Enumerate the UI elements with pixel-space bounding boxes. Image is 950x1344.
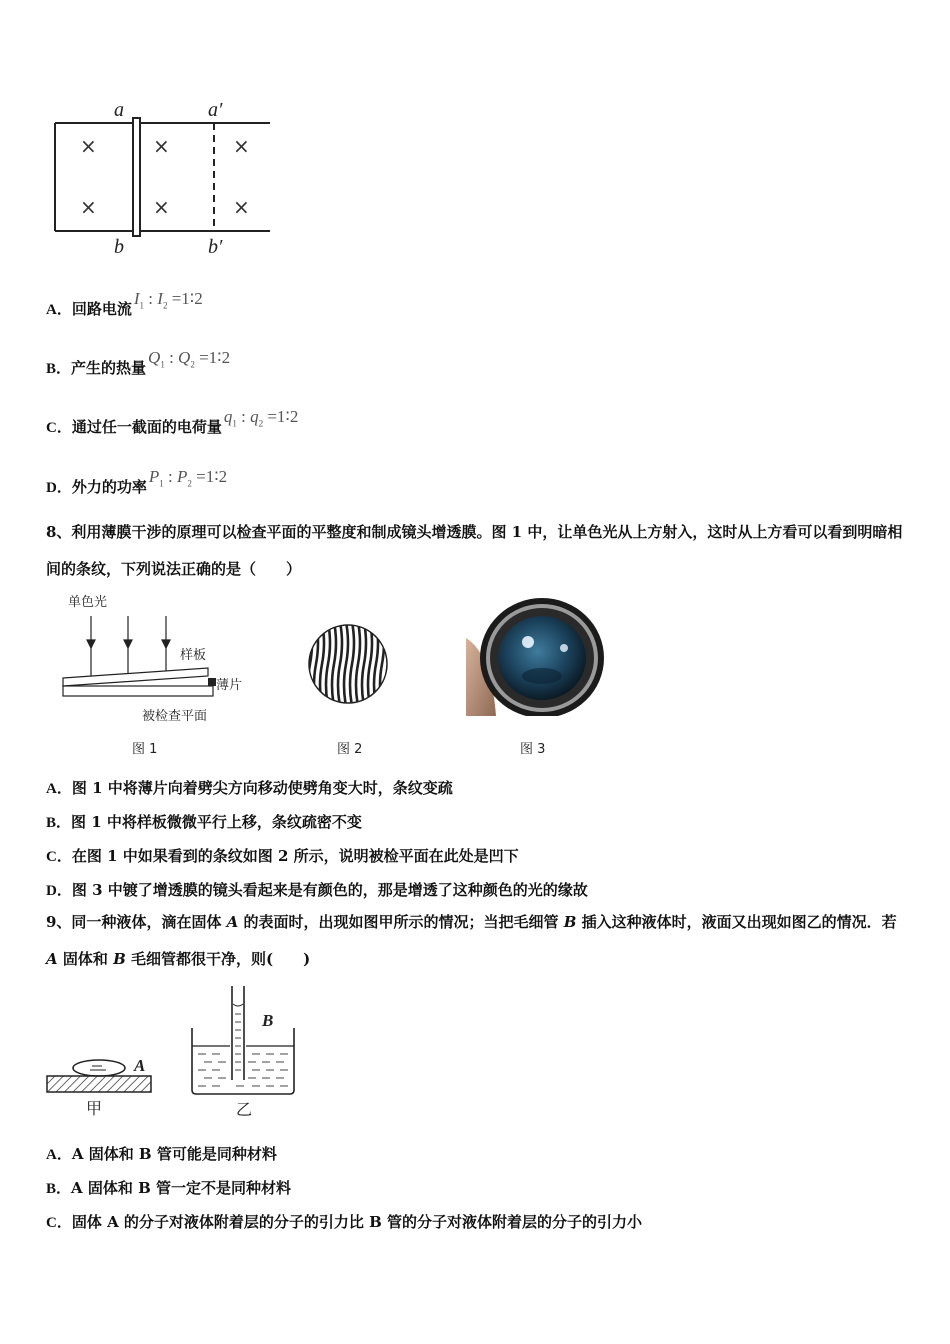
option-letter: A． (46, 1147, 72, 1163)
option-letter: D． (46, 883, 72, 899)
option-text: 产生的热量 (71, 359, 147, 377)
q7-option-d[interactable] (46, 467, 228, 498)
q9-figure-yi (186, 984, 301, 1120)
cross-mark: × (233, 195, 250, 219)
option-text: 通过任一截面的电荷量 (71, 418, 222, 436)
q8-option-b[interactable] (46, 811, 362, 832)
option-text: A 固体和 B 管一定不是同种材料 (71, 1179, 291, 1197)
formula: $P_1$ : $P_2$ =1∶2 (148, 467, 228, 489)
formula: $Q_1$ : $Q_2$ =1∶2 (148, 348, 231, 370)
magnetic-field-rail-figure (48, 96, 278, 261)
q8-stem: 8、利用薄膜干涉的原理可以检查平面的平整度和制成镜头增透膜。图 1 中，让单色光从上方射入，这时从上方看可以看到明暗相间的条纹，下列说法正确的是（ ） (46, 523, 903, 578)
label-a-prime: a′ (208, 99, 223, 121)
cross-mark: × (80, 195, 97, 219)
q8-figure-2-fringes (306, 622, 390, 706)
label-b-prime: b′ (208, 236, 223, 258)
q8-option-d[interactable] (46, 879, 588, 900)
label-sample-plate: 样板 (180, 648, 207, 663)
q9-option-c[interactable] (46, 1211, 642, 1232)
q8-option-c[interactable] (46, 845, 519, 866)
q8-figure-1 (58, 590, 258, 732)
cross-mark: × (153, 134, 170, 158)
caption-jia: 甲 (86, 1099, 103, 1118)
option-letter: B． (46, 361, 72, 377)
q8-option-a[interactable] (46, 777, 453, 798)
q7-option-b[interactable] (46, 348, 231, 379)
label-inspected-surface: 被检查平面 (142, 709, 208, 724)
option-letter: B． (46, 815, 72, 831)
formula: $I_1$ : $I_2$ =1∶2 (133, 289, 203, 311)
q8-figure-3-caption: 图 3 (520, 742, 546, 757)
q9-figure-jia (44, 1044, 156, 1120)
option-letter: A． (46, 302, 72, 318)
label-monochromatic-light: 单色光 (68, 595, 108, 610)
label-thin-sheet: 薄片 (216, 678, 243, 693)
label-b: b (114, 236, 124, 258)
option-text: 回路电流 (71, 300, 132, 318)
option-letter: C． (46, 1215, 72, 1231)
caption-yi: 乙 (236, 1100, 253, 1119)
option-text: 在图 1 中如果看到的条纹如图 2 所示，说明被检平面在此处是凹下 (71, 847, 519, 865)
option-text: 图 1 中将样板微微平行上移，条纹疏密不变 (71, 813, 362, 831)
label-tube-b: B (262, 1011, 274, 1030)
q9-stem: 9、同一种液体，滴在固体 A 的表面时，出现如图甲所示的情况；当把毛细管 B 插入这种液体时，液面又出现如图乙的情况．若 A 固体和 B 毛细管都很干净，则( ) (46, 913, 897, 968)
option-text: 固体 A 的分子对液体附着层的分子的引力比 B 管的分子对液体附着层的分子的引力小 (71, 1213, 643, 1231)
cross-mark: × (153, 195, 170, 219)
option-letter: A． (46, 781, 72, 797)
q9-option-a[interactable] (46, 1143, 277, 1164)
option-letter: B． (46, 1181, 72, 1197)
option-letter: D． (46, 480, 72, 496)
option-text: 图 1 中将薄片向着劈尖方向移动使劈角变大时，条纹变疏 (71, 779, 453, 797)
q9-option-b[interactable] (46, 1177, 291, 1198)
q8-figure-2-caption: 图 2 (337, 742, 363, 757)
formula: $q_1$ : $q_2$ =1∶2 (223, 407, 299, 429)
q8-figure-3-lens-photo (466, 598, 606, 716)
option-letter: C． (46, 849, 72, 865)
cross-mark: × (80, 134, 97, 158)
q8-figure-1-caption: 图 1 (132, 742, 158, 757)
q7-option-a[interactable] (46, 289, 203, 320)
option-text: 图 3 中镀了增透膜的镜头看起来是有颜色的，那是增透了这种颜色的光的缘故 (71, 881, 588, 899)
q7-option-c[interactable] (46, 407, 299, 438)
cross-mark: × (233, 134, 250, 158)
option-letter: C． (46, 420, 72, 436)
label-a: a (114, 99, 124, 121)
label-solid-a: A (134, 1056, 146, 1075)
option-text: 外力的功率 (71, 478, 147, 496)
option-text: A 固体和 B 管可能是同种材料 (71, 1145, 277, 1163)
